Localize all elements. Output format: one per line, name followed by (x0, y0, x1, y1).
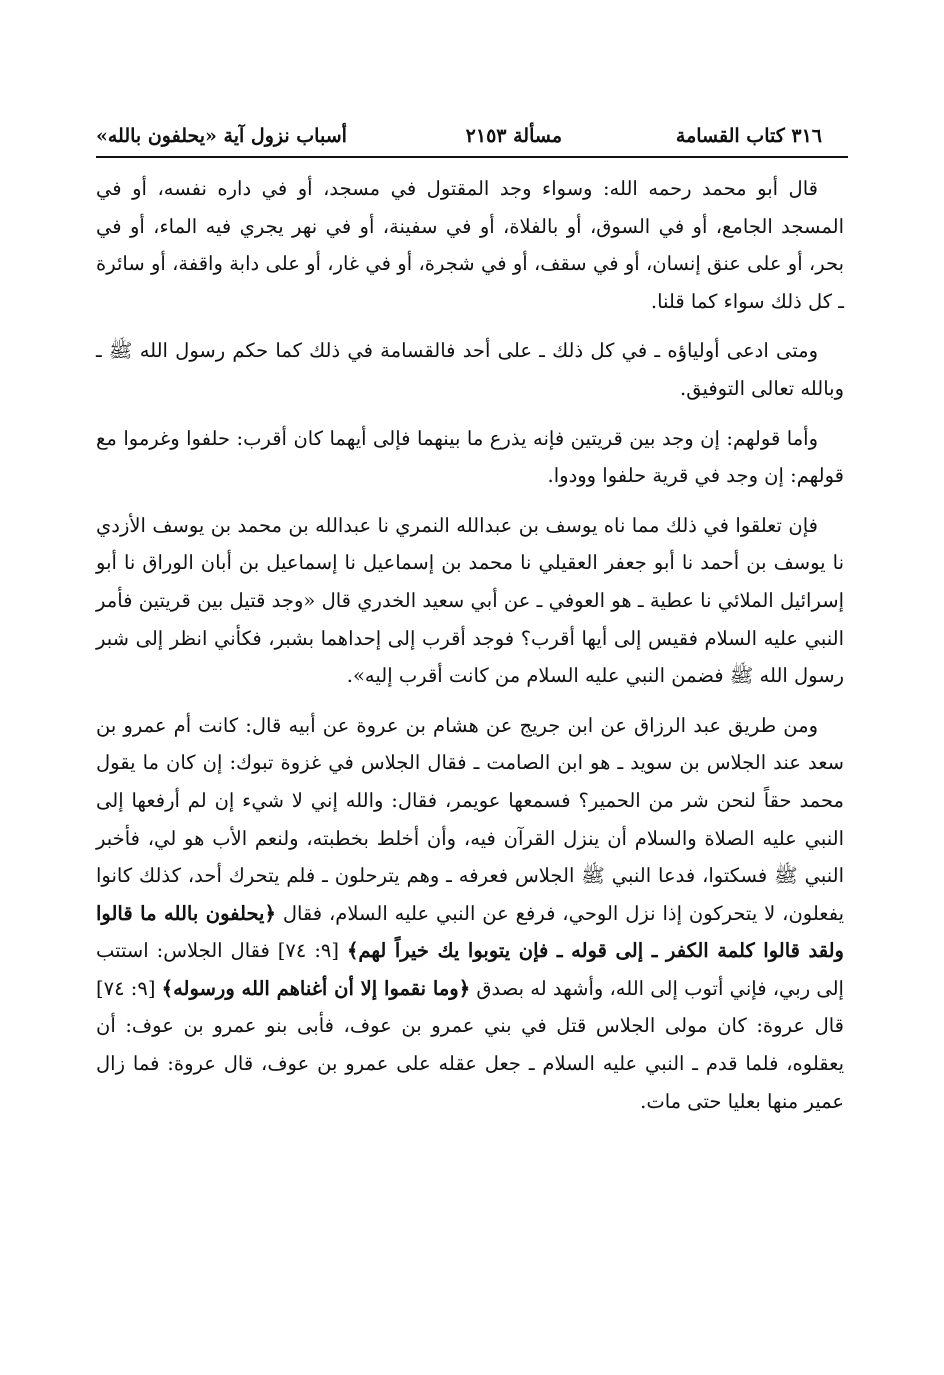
running-header (96, 118, 822, 154)
paragraph-text: [٩: ٧٤] قال عروة: كان مولى الجلاس قتل في بني عمرو بن عوف، فأبى بنو عمرو بن عوف: أن يعقلوه، فلما قدم ـ النبي عليه السلام ـ جعل عقله على عمرو بن عوف، قال عروة: فما زال عمير منها بعليا حتى مات. (96, 976, 844, 1113)
quran-quote: ﴿يحلفون بالله ما قالوا ولقد قالوا كلمة الكفر ـ إلى قوله ـ فإن يتوبوا يك خيراً لهم﴾ (96, 901, 844, 963)
paragraph: قال أبو محمد رحمه الله: وسواء وجد المقتول في مسجد، أو في داره نفسه، أو في المسجد الجامع، أو في السوق، أو بالفلاة، أو في سفينة، أو في نهر يجري فيه الماء، أو في بحر، أو على عنق إنسان، أو في سقف، أو في شجرة، أو في غار، أو على دابة واقفة، أو سائرة ـ كل ذلك سواء كما قلنا. (96, 177, 844, 313)
issue-number: مسألة ٢١٥٣ (465, 125, 562, 147)
paragraph: فإن تعلقوا في ذلك مما ناه يوسف بن عبدالله النمري نا عبدالله بن محمد بن يوسف الأزدي نا يوسف بن أحمد نا أبو جعفر العقيلي نا محمد بن إسماعيل نا إسماعيل بن أبان الوراق نا أبو إسرائيل الملائي نا عطية ـ هو العوفي ـ عن أبي سعيد الخدري قال «وجد قتيل بين قريتين فأمر النبي عليه السلام فقيس إلى أيها أقرب؟ فوجد أقرب إلى إحداهما بشبر، فكأني انظر إلى شبر رسول الله ﷺ فضمن النبي عليه السلام من كانت أقرب إليه». (96, 513, 844, 688)
main-text (96, 170, 844, 1132)
header-rule (96, 156, 848, 158)
paragraph (96, 707, 844, 1121)
paragraph-text: ومن طريق عبد الرزاق عن ابن جريج عن هشام بن عروة عن أبيه قال: كانت أم عمرو بن سعد عند الجلاس بن سويد ـ هو ابن الصامت ـ فقال الجلاس في غزوة تبوك: إن كان ما يقول محمد حقاً لنحن شر من الحمير؟ فسمعها عويمر، فقال: والله إني لا شيء إن لم أرفعها إلى النبي عليه الصلاة والسلام أن ينزل القرآن فيه، وأن أخلط بخطبته، ولنعم الأب هو لي، فأخبر النبي ﷺ فسكتوا، فدعا النبي ﷺ الجلاس فعرفه ـ وهم يترحلون ـ فلم يتحرك أحد، كذلك كانوا يفعلون، لا يتحركون إذا نزل الوحي، فرفع عن النبي عليه السلام، فقال (96, 713, 844, 925)
paragraph: ومتى ادعى أولياؤه ـ في كل ذلك ـ على أحد فالقسامة في ذلك كما حكم رسول الله ﷺ ـ وبالله تعالى التوفيق. (96, 339, 844, 400)
page-number-and-book-title: ٣١٦ كتاب القسامة (675, 125, 822, 147)
quran-quote: ﴿وما نقموا إلا أن أغناهم الله ورسوله﴾ (161, 976, 471, 1000)
paragraph-text: [٩: ٧٤] فقال الجلاس: استتب إلى ربي، فإني أتوب إلى الله، وأشهد له بصدق (96, 939, 844, 1000)
section-topic: أسباب نزول آية «يحلفون بالله» (96, 125, 347, 147)
paragraph: وأما قولهم: إن وجد بين قريتين فإنه يذرع ما بينهما فإلى أيهما كان أقرب: حلفوا وغرموا مع قولهم: إن وجد في قرية حلفوا وودوا. (96, 426, 844, 488)
